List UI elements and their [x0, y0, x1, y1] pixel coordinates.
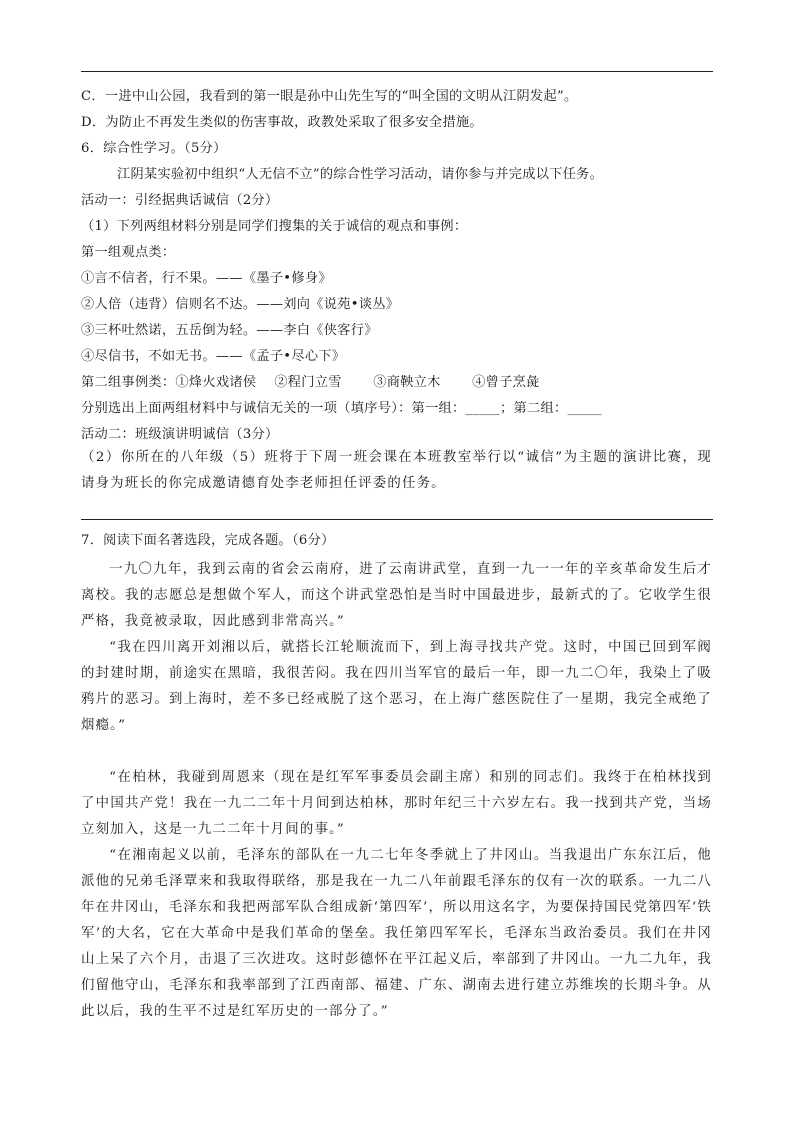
- task2-text: （2）你所在的八年级（5）班将于下周一班会课在本班教室举行以“诚信”为主题的演讲比赛，现请身为班长的你完成邀请德育处李老师担任评委的任务。: [81, 450, 712, 491]
- option-c: C．一进中山公园，我看到的第一眼是孙中山先生写的“叫全国的文明从江阴发起”。: [81, 89, 578, 104]
- select-prompt: 分别选出上面两组材料中与诚信无关的一项（填序号）：第一组：_____；第二组：_____: [81, 401, 602, 416]
- activity2-title: 活动二：班级演讲明诚信（3分）: [81, 427, 279, 442]
- middle-divider: [81, 519, 713, 520]
- top-divider: [81, 71, 713, 72]
- q7-heading: 7．阅读下面名著选段，完成各题。（6分）: [81, 533, 335, 548]
- quote-4: ④尽信书，不如无书。——《孟子•尽心下》: [81, 349, 346, 364]
- option-d: D．为防止不再发生类似的伤害事故，政教处采取了很多安全措施。: [81, 115, 484, 130]
- q6-heading: 6．综合性学习。（5分）: [81, 141, 227, 156]
- group1-title: 第一组观点类：: [81, 245, 176, 260]
- quote-2: ②人倍（违背）信则名不达。——刘向《说苑•谈丛》: [81, 297, 400, 312]
- q7-paragraph-4: “在湘南起义以前，毛泽东的部队在一九二七年冬季就上了井冈山。当我退出广东东江后，他派他的兄弟毛泽覃来和我取得联络，那是我在一九二八年前跟毛泽东的仅有一次的联系。一九二八年在井冈山，毛泽东和我把两部军队合组成新‘第四军’，所以用这名字，为要保持国民党第四军‘铁军’的大名，它在大革命中是我们革命的堡垒。我任第四军军长，毛泽东当政治委员。我们在井冈山上呆了六个月，击退了三次进攻。这时彭德怀在平江起义后，率部到了井冈山。一九二九年，我们留他守山，毛泽东和我率部到了江西南部、福建、广东、湖南去进行建立苏维埃的长期斗争。从此以后，我的生平不过是红军历史的一部分了。”: [81, 848, 712, 1019]
- activity1-title: 活动一：引经据典话诚信（2分）: [81, 193, 279, 208]
- task1-text: （1）下列两组材料分别是同学们搜集的关于诚信的观点和事例：: [81, 219, 468, 234]
- q7-paragraph-3: “在柏林，我碰到周恩来（现在是红军军事委员会副主席）和别的同志们。我终于在柏林找到了中国共产党！我在一九二二年十月间到达柏林，那时年纪三十六岁左右。我一找到共产党，当场立刻加入，这是一九二二年十月间的事。”: [81, 770, 712, 837]
- group2-examples: 第二组事例类：①烽火戏诸侯 ②程门立雪 ③商鞅立木 ④曾子烹彘: [81, 375, 540, 390]
- q6-intro: 江阴某实验初中组织“人无信不立”的综合性学习活动，请你参与并完成以下任务。: [117, 167, 604, 182]
- q7-paragraph-1: 一九〇九年，我到云南的省会云南府，进了云南讲武堂，直到一九一一年的辛亥革命发生后才离校。我的志愿总是想做个军人，而这个讲武堂恐怕是当时中国最进步，最新式的了。它收学生很严格，我竟被录取，因此感到非常高兴。”: [81, 562, 712, 629]
- quote-3: ③三杯吐然诺，五岳倒为轻。——李白《侠客行》: [81, 323, 378, 338]
- quote-1: ①言不信者，行不果。——《墨子•修身》: [81, 271, 332, 286]
- q7-paragraph-2: “我在四川离开刘湘以后，就搭长江轮顺流而下，到上海寻找共产党。这时，中国已回到军阀的封建时期，前途实在黑暗，我很苦闷。我在四川当军官的最后一年，即一九二〇年，我染上了吸鸦片的恶习。到上海时，差不多已经戒脱了这个恶习，在上海广慈医院住了一星期，我完全戒绝了烟瘾。”: [81, 640, 712, 733]
